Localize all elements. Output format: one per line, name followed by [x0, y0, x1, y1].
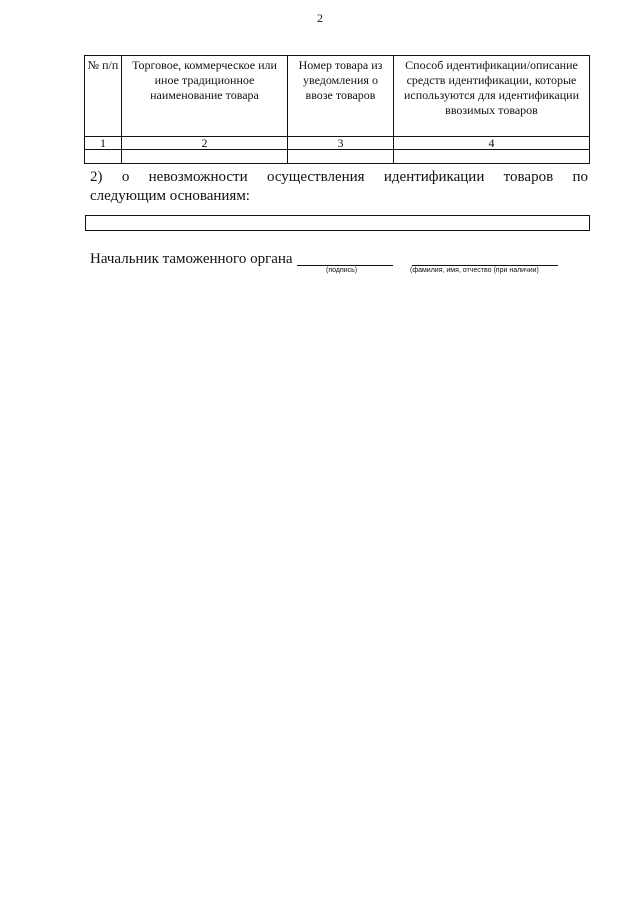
header-identification-method: Способ идентификации/описание средств идентификации, которые используются для идентификации ввозимых товаров: [394, 56, 590, 137]
full-name-underline: [412, 265, 558, 266]
paragraph-2-line-1: 2) о невозможности осуществления идентификации товаров по: [90, 169, 588, 185]
table-cell: [122, 150, 288, 164]
table-cell: [288, 150, 394, 164]
column-number: 3: [288, 137, 394, 150]
header-row-number: № п/п: [85, 56, 122, 137]
column-number: 2: [122, 137, 288, 150]
table-row: [85, 150, 590, 164]
table-cell: [394, 150, 590, 164]
header-trade-name: Торговое, коммерческое или иное традиционное наименование товара: [122, 56, 288, 137]
column-number: 4: [394, 137, 590, 150]
header-notification-number: Номер товара из уведомления о ввозе товаров: [288, 56, 394, 137]
table-header-row: [85, 56, 590, 137]
column-numbers-row: [85, 137, 590, 150]
signature-label: Начальник таможенного органа: [90, 251, 293, 267]
full-name-caption: (фамилия, имя, отчество (при наличии): [410, 267, 539, 274]
paragraph-2-line-2: следующим основаниям:: [90, 188, 250, 204]
column-number: 1: [85, 137, 122, 150]
signature-underline: [297, 265, 393, 266]
grounds-field: [85, 215, 590, 231]
signature-caption: (подпись): [326, 267, 358, 274]
table-cell: [85, 150, 122, 164]
page-number: 2: [317, 11, 323, 25]
identification-table: [84, 55, 590, 164]
